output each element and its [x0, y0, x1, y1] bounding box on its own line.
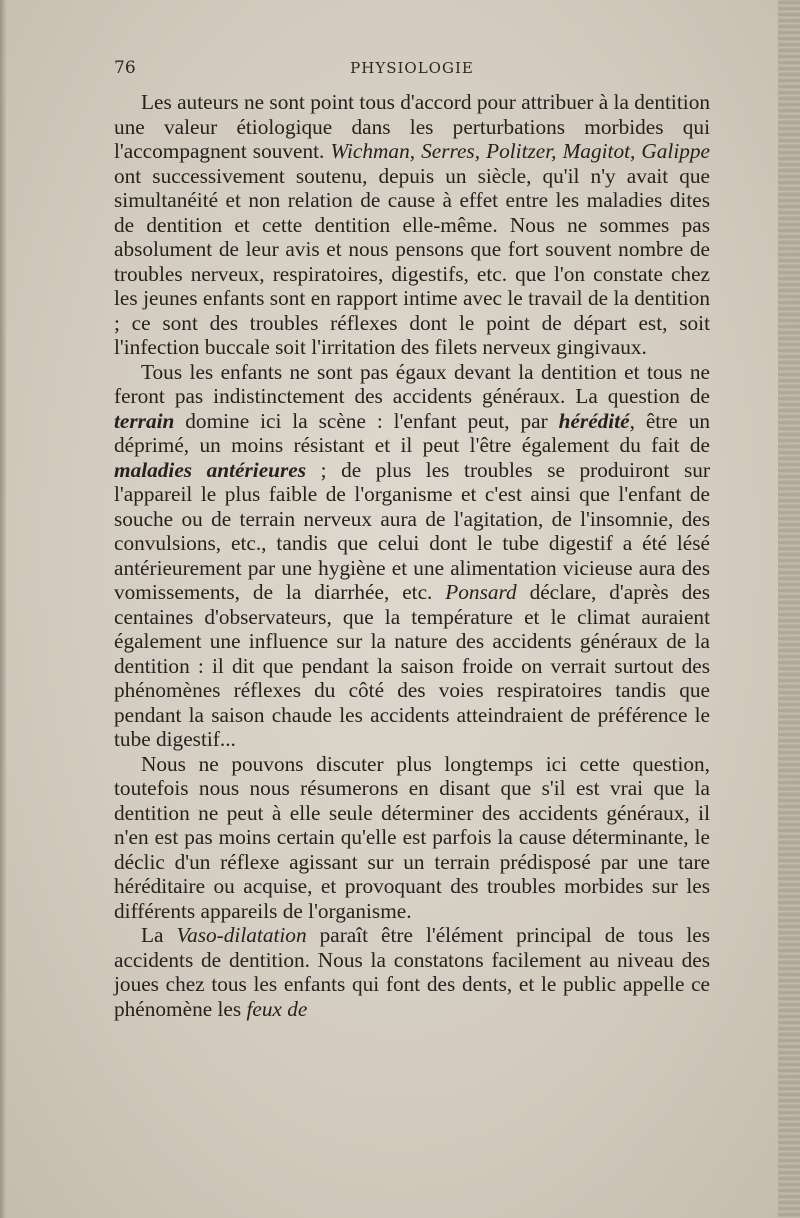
text-segment: domine ici la scène : l'enfant peut, par [174, 408, 559, 433]
library-stamp-mark [448, 1140, 488, 1200]
running-title: PHYSIOLOGIE [350, 59, 474, 77]
italic-author-name: Ponsard [445, 580, 517, 604]
emphasis-terrain: terrain [114, 408, 175, 433]
text-segment: déclare, d'après des centaines d'observateurs, que la température et le climat auraient également une influence sur la nature des accidents généraux de la dentition : il dit que pendant la saison froide on verrait surtout des phénomènes réflexes du côté des voies respiratoires tandis que pendant la saison chaude les accidents atteindraient de préférence le tube digestif... [114, 580, 710, 751]
emphasis-maladies-anterieures: maladies antérieures [114, 457, 307, 482]
emphasis-heredite: hérédité [558, 408, 630, 433]
text-segment: ; de plus les troubles se produiront sur l'appareil le plus faible de l'organisme et c'est ainsi que l'enfant de souche ou de terrain nerveux aura de l'agitation, de l'insomnie, des convulsions, etc., tandis que celui dont le tube digestif a été lésé antérieurement par une hygiène et une alimentation vicieuse aura des vomissements, de la diarrhée, etc. [114, 457, 710, 604]
text-segment: Tous les enfants ne sont pas égaux devant la dentition et tous ne feront pas indistinctement des accidents généraux. La question de [114, 359, 710, 408]
text-segment: paraît être l'élément principal de tous les accidents de dentition. Nous la constatons facilement au niveau des joues chez tous les enfants qui font des dents, et le public appelle ce phénomène les [114, 923, 710, 1021]
text-segment: La [141, 923, 177, 947]
italic-term: feux de [246, 996, 308, 1021]
italic-term: Vaso-dilatation [176, 923, 307, 947]
page-header [114, 58, 710, 82]
italic-author-names: Wichman, Serres, Politzer, Magitot, Galippe [330, 139, 711, 163]
page-number: 76 [114, 58, 136, 78]
paragraph [114, 360, 710, 752]
paragraph [114, 923, 710, 1021]
text-segment: Les auteurs ne sont point tous d'accord pour attribuer à la dentition une valeur étiologique dans les perturbations morbides qui l'accompagnent souvent. [114, 90, 710, 163]
text-segment: , être un déprimé, un moins résistant et il peut l'être également du fait de [114, 408, 710, 457]
paragraph [114, 752, 710, 924]
page-left-edge [0, 0, 6, 1218]
text-segment: Nous ne pouvons discuter plus longtemps ici cette question, toutefois nous nous résumerons en disant que s'il est vrai que la dentition ne peut à elle seule déterminer des accidents généraux, il n'en est pas moins certain qu'elle est parfois la cause déterminante, le déclic d'un réflexe agissant sur un terrain prédisposé par une tare héréditaire ou acquise, et provoquant des troubles morbides sur les différents appareils de l'organisme. [114, 751, 710, 923]
text-segment: ont successivement soutenu, depuis un siècle, qu'il n'y avait que simultanéité et non relation de cause à effet entre les maladies dites de dentition et cette dentition elle-même. Nous ne sommes pas absolument de leur avis et nous pensons que fort souvent nombre de troubles nerveux, respiratoires, digestifs, etc. que l'on constate chez les jeunes enfants sont en rapport intime avec le travail de la dentition ; ce sont des troubles réflexes dont le point de départ est, soit l'infection buccale soit l'irritation des filets nerveux gingivaux. [114, 163, 710, 359]
paragraph [114, 90, 710, 360]
page-right-edge [778, 0, 800, 1218]
body-text [114, 90, 710, 1021]
